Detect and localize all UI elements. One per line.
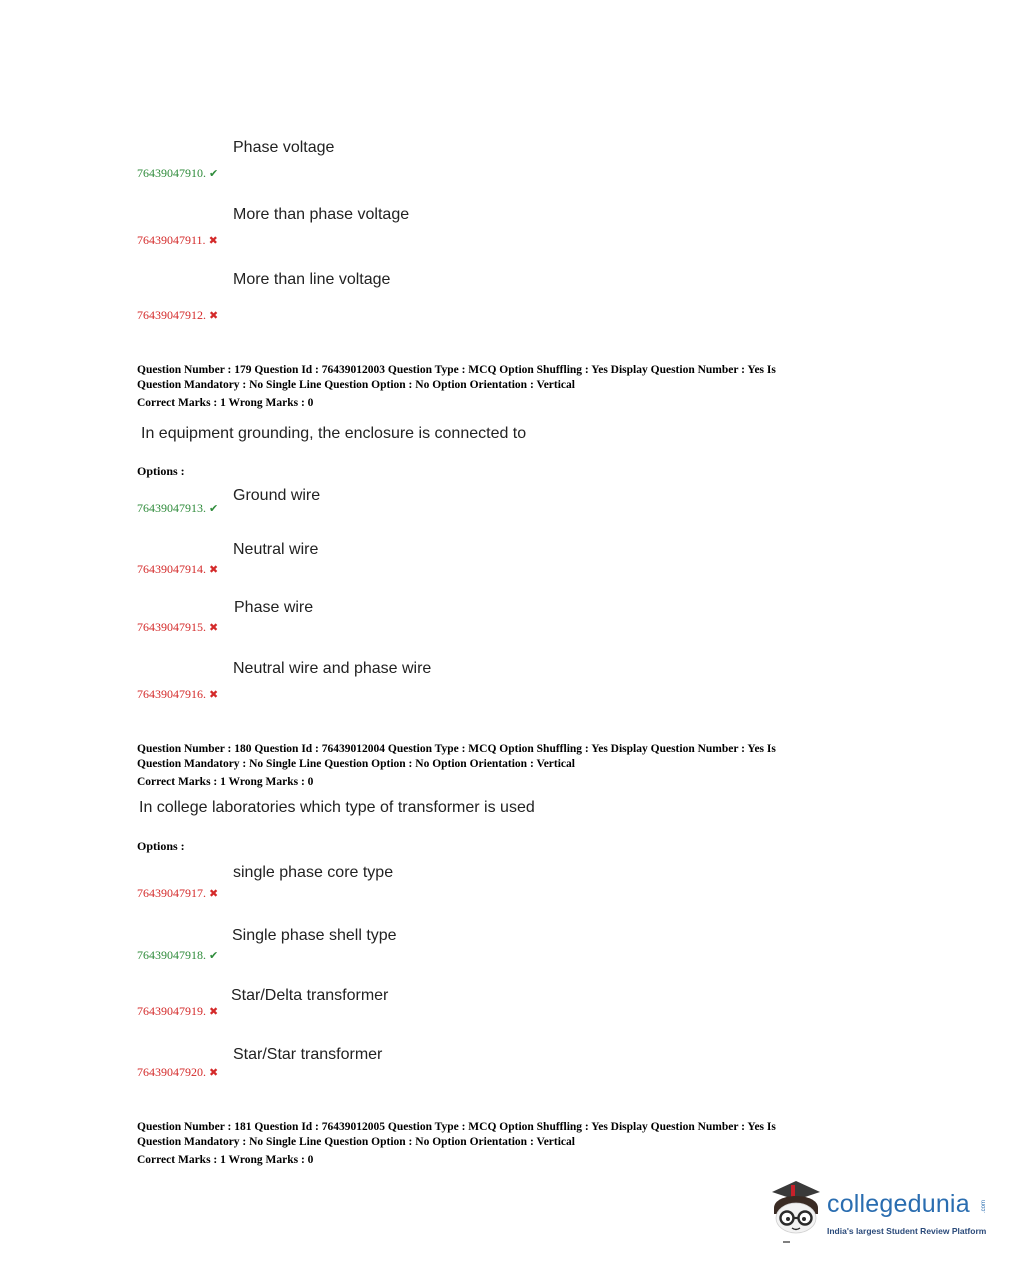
- option-text: Neutral wire: [233, 541, 319, 558]
- option-id: 76439047916. ✖: [137, 687, 219, 701]
- question-meta: [137, 742, 867, 790]
- option-id: 76439047917. ✖: [137, 886, 219, 900]
- question-text: In college laboratories which type of transformer is used: [139, 799, 535, 816]
- cross-icon: ✖: [209, 564, 219, 576]
- option-text: Ground wire: [233, 487, 321, 504]
- check-icon: ✔: [209, 950, 219, 962]
- meta-line: Question Mandatory : No Single Line Question Option : No Option Orientation : Vertical: [137, 379, 575, 391]
- option-id: 76439047910. ✔: [137, 166, 219, 180]
- meta-line: Question Mandatory : No Single Line Question Option : No Option Orientation : Vertical: [137, 758, 575, 770]
- marks-line: Correct Marks : 1 Wrong Marks : 0: [137, 397, 314, 409]
- option-text: Neutral wire and phase wire: [233, 660, 432, 677]
- logo-wordmark: collegedunia: [827, 1190, 970, 1218]
- marks-line: Correct Marks : 1 Wrong Marks : 0: [137, 776, 314, 788]
- option-text: Phase wire: [234, 599, 314, 616]
- option-text: Star/Delta transformer: [231, 987, 389, 1004]
- option-id: 76439047914. ✖: [137, 562, 219, 576]
- question-meta: [137, 363, 867, 411]
- option-text: More than phase voltage: [233, 206, 410, 223]
- marks-line: Correct Marks : 1 Wrong Marks : 0: [137, 1154, 314, 1166]
- cross-icon: ✖: [208, 235, 218, 247]
- meta-line: Question Number : 180 Question Id : 76439012004 Question Type : MCQ Option Shuffling : Yes Display Question Number : Yes Is: [137, 743, 776, 755]
- collegedunia-logo: [766, 1178, 996, 1248]
- option-text: Phase voltage: [233, 139, 335, 156]
- check-icon: ✔: [209, 168, 219, 180]
- option-text: Star/Star transformer: [233, 1046, 383, 1063]
- cross-icon: ✖: [209, 1006, 219, 1018]
- question-text: In equipment grounding, the enclosure is connected to: [141, 425, 527, 442]
- option-id: 76439047919. ✖: [137, 1004, 219, 1018]
- question-meta: [137, 1120, 867, 1168]
- option-text: Single phase shell type: [232, 927, 397, 944]
- meta-line: Question Mandatory : No Single Line Question Option : No Option Orientation : Vertical: [137, 1136, 575, 1148]
- option-text: More than line voltage: [233, 271, 391, 288]
- logo-tagline: India's largest Student Review Platform: [827, 1226, 987, 1236]
- check-icon: ✔: [209, 503, 219, 515]
- cross-icon: ✖: [209, 622, 219, 634]
- cross-icon: ✖: [209, 689, 219, 701]
- cross-icon: ✖: [209, 888, 219, 900]
- option-id: 76439047911. ✖: [137, 233, 218, 247]
- option-id: 76439047912. ✖: [137, 308, 219, 322]
- cross-icon: ✖: [209, 1067, 219, 1079]
- mascot-icon: [766, 1178, 826, 1248]
- options-label: Options :: [137, 464, 185, 478]
- option-id: 76439047918. ✔: [137, 948, 219, 962]
- meta-line: Question Number : 181 Question Id : 76439012005 Question Type : MCQ Option Shuffling : Yes Display Question Number : Yes Is: [137, 1121, 776, 1133]
- option-id: 76439047913. ✔: [137, 501, 219, 515]
- option-text: single phase core type: [233, 864, 394, 881]
- option-id: 76439047920. ✖: [137, 1065, 219, 1079]
- option-id: 76439047915. ✖: [137, 620, 219, 634]
- options-label: Options :: [137, 839, 185, 853]
- cross-icon: ✖: [209, 310, 219, 322]
- meta-line: Question Number : 179 Question Id : 76439012003 Question Type : MCQ Option Shuffling : Yes Display Question Number : Yes Is: [137, 364, 776, 376]
- logo-suffix: .com: [981, 1200, 987, 1214]
